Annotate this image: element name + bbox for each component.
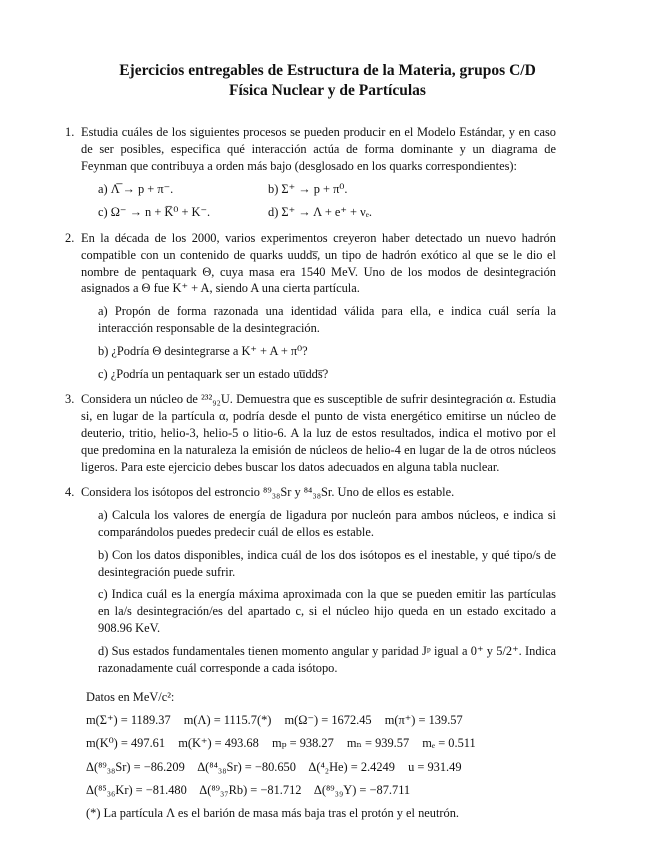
subpart-c: c) ¿Podría un pentaquark ser un estado uu̅dds̅? bbox=[98, 366, 329, 381]
exercise-options bbox=[98, 181, 556, 221]
data-row-1 bbox=[86, 709, 566, 732]
footnote: (*) La partícula Λ es el barión de masa más baja tras el protón y el neutrón. bbox=[86, 806, 460, 821]
data-value: Δ(⁸⁴₃₈Sr) = −80.650 bbox=[197, 759, 296, 774]
data-value: mₑ = 0.511 bbox=[422, 736, 476, 751]
option-d: d) Σ⁺ → Λ + e⁺ + νₑ. bbox=[268, 205, 373, 220]
exercise-4 bbox=[65, 484, 556, 676]
data-value: u = 931.49 bbox=[408, 759, 462, 774]
option-b: b) Σ⁺ → p + π⁰. bbox=[268, 182, 348, 197]
exercise-3 bbox=[65, 391, 556, 475]
title-line-2: Física Nuclear y de Partículas bbox=[229, 82, 426, 99]
subpart-c: c) Indica cuál es la energía máxima aproximada con la que se pueden emitir las partículas en la/s desintegración/es del apartado c, si el núcleo hijo queda en un estado excitado a 908.96 KeV. bbox=[98, 587, 556, 635]
data-row-2 bbox=[86, 732, 566, 755]
data-value: mₙ = 939.57 bbox=[346, 736, 410, 751]
exercise-list bbox=[65, 124, 556, 685]
exercise-text: Estudia cuáles de los siguientes procesos se pueden producir en el Modelo Estándar, y en caso de ser posibles, especifica qué interacción actúa de forma dominante y un diagrama de Feynman que contribuya a orden más bajo (desglosado en los quarks correspondientes): bbox=[81, 125, 556, 173]
subpart-b: b) ¿Podría Θ desintegrarse a K⁺ + A + π⁰? bbox=[98, 343, 308, 358]
option-a: a) Λ̅ → p + π⁻. bbox=[98, 182, 174, 197]
exercise-number: 1. bbox=[65, 125, 75, 139]
exercise-text: Considera un núcleo de ²³²₉₂U. Demuestra que es susceptible de sufrir desintegración α. Estudia si, en lugar de la partícula α, podría desde el punto de vista energético emitirse un núcleo de deuterio, tritio, helio-3, helio-5 o litio-6. A la luz de estos resultados, indica el motivo por el que predomina en la naturaleza la emisión de núcleos de helio-4 en lugar de la de otros núcleos ligeros. Para este ejercicio debes buscar los datos adecuados en alguna tabla nuclear. bbox=[81, 392, 556, 474]
subpart-a: a) Calcula los valores de energía de ligadura por nucleón para ambos núcleos, e indica si comparándolos puedes predecir cuál de ellos es estable. bbox=[98, 508, 556, 539]
data-value: Δ(⁸⁹₃₉Y) = −87.711 bbox=[313, 782, 411, 797]
exercise-1 bbox=[65, 124, 556, 221]
option-c: c) Ω⁻ → n + K̅⁰ + K⁻. bbox=[98, 205, 211, 220]
data-value: m(Σ⁺) = 1189.37 bbox=[86, 713, 171, 728]
data-value: Δ(⁸⁵₃₆Kr) = −81.480 bbox=[86, 782, 187, 797]
data-value: Δ(⁸⁹₃₈Sr) = −86.209 bbox=[86, 759, 185, 774]
data-value: m(Ω⁻) = 1672.45 bbox=[284, 713, 372, 728]
data-value: m(K⁺) = 493.68 bbox=[178, 736, 259, 751]
exercise-number: 2. bbox=[65, 230, 75, 245]
data-value: m(K⁰) = 497.61 bbox=[86, 736, 166, 751]
exercise-number: 3. bbox=[65, 392, 75, 407]
data-row-4 bbox=[86, 779, 566, 802]
title-line-1: Ejercicios entregables de Estructura de la Materia, grupos C/D bbox=[119, 62, 536, 79]
data-value: Δ(⁸⁹₃₇Rb) = −81.712 bbox=[199, 782, 302, 797]
exercise-text: Considera los isótopos del estroncio ⁸⁹₃₈Sr y ⁸⁴₃₈Sr. Uno de ellos es estable. bbox=[81, 485, 455, 500]
subpart-a: a) Propón de forma razonada una identidad válida para ella, e indica cuál sería la interacción responsable de la desintegración. bbox=[98, 304, 556, 335]
data-heading: Datos en MeV/c²: bbox=[86, 690, 175, 704]
data-value: mₚ = 938.27 bbox=[271, 736, 334, 751]
subpart-b: b) Con los datos disponibles, indica cuál de los dos isótopos es el inestable, y qué tipo/s de desintegración puede sufrir. bbox=[98, 547, 556, 579]
data-value: m(Λ) = 1115.7(*) bbox=[183, 713, 272, 728]
data-row-3 bbox=[86, 756, 566, 779]
exercise-number: 4. bbox=[65, 485, 75, 500]
data-value: m(π⁺) = 139.57 bbox=[384, 713, 463, 728]
data-section bbox=[86, 686, 566, 825]
data-value: Δ(⁴₂He) = 2.4249 bbox=[308, 759, 395, 774]
subpart-d: d) Sus estados fundamentales tienen momento angular y paridad Jᵖ igual a 0⁺ y 5/2⁺. Indica razonadamente cuál corresponde a cada isótopo. bbox=[98, 643, 556, 675]
exercise-text: En la década de los 2000, varios experimentos creyeron haber detectado un nuevo hadrón compatible con un contenido de quarks uudds̅, un tipo de hadrón exótico al que se le dio el nombre de pentaquark Θ, cuya masa era 1540 MeV. Uno de los modos de desintegración asignados a Θ fue K⁺ + A, siendo A una cierta partícula. bbox=[81, 230, 556, 296]
exercise-2 bbox=[65, 230, 556, 382]
